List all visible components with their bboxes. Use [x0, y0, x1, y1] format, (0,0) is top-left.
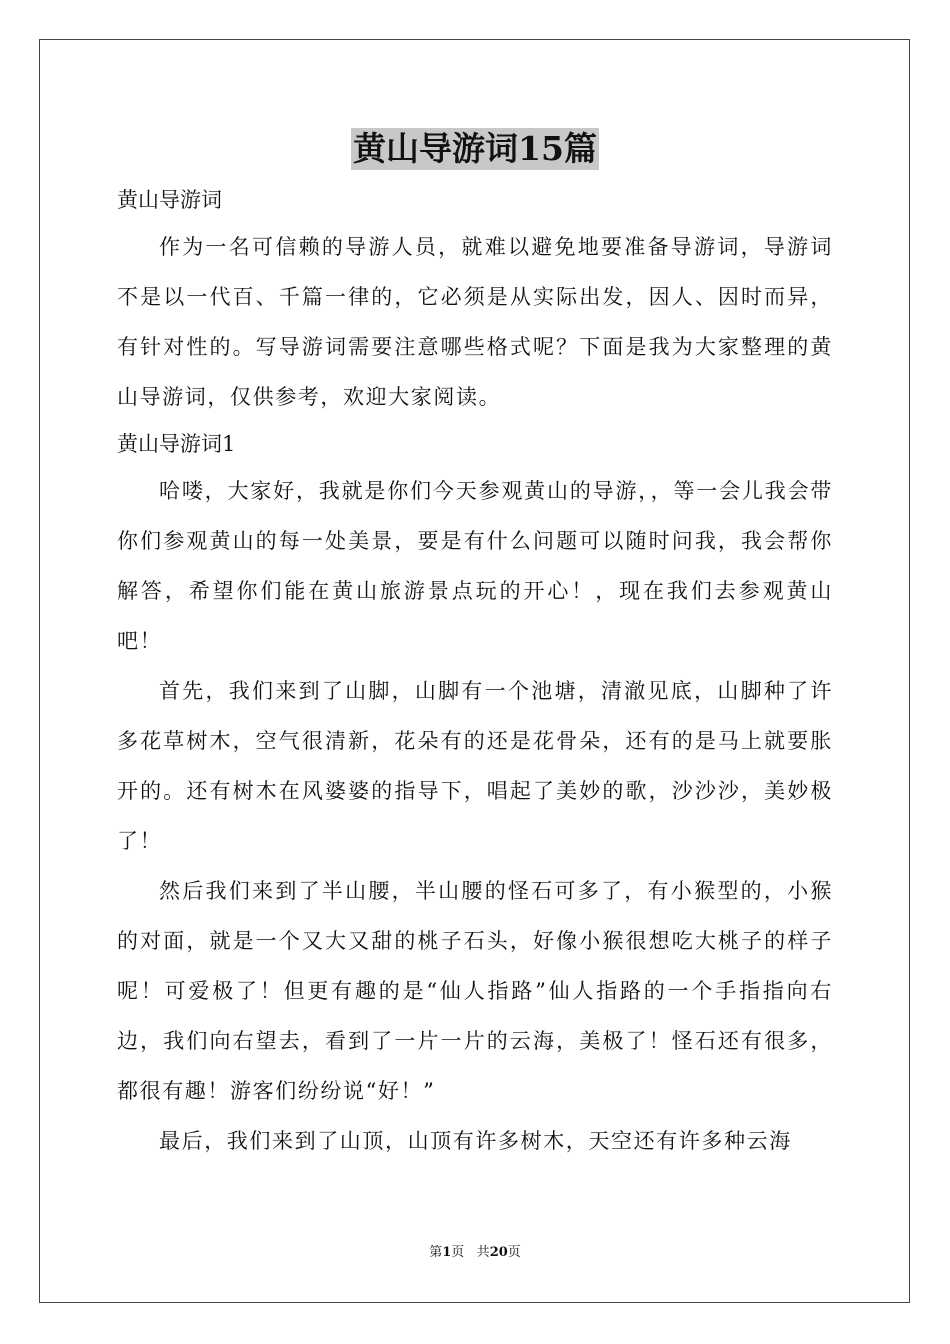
footer-prefix: 第 — [429, 1245, 443, 1260]
page-footer — [0, 1244, 950, 1262]
paragraph: 哈喽，大家好，我就是你们今天参观黄山的导游，，等一会儿我会带你们参观黄山的每一处美景，要是有什么问题可以随时问我，我会帮你解答，希望你们能在黄山旅游景点玩的开心！，现在我们去参观黄山吧！ — [117, 479, 833, 653]
footer-page-number: 1 — [442, 1245, 452, 1260]
section-heading: 黄山导游词1 — [117, 432, 236, 456]
footer-total-pages: 20 — [489, 1245, 508, 1260]
footer-page-suffix: 页 — [451, 1245, 465, 1260]
title-container — [0, 128, 950, 170]
paragraph: 最后，我们来到了山顶，山顶有许多树木，天空还有许多种云海 — [159, 1129, 792, 1153]
footer-total-prefix: 共 — [476, 1245, 490, 1260]
footer-total-suffix: 页 — [507, 1245, 521, 1260]
paragraph: 作为一名可信赖的导游人员，就难以避免地要准备导游词，导游词不是以一代百、千篇一律的，它必须是从实际出发，因人、因时而异，有针对性的。写导游词需要注意哪些格式呢？下面是我为大家整理的黄山导游词，仅供参考，欢迎大家阅读。 — [117, 235, 833, 409]
document-title: 黄山导游词15篇 — [353, 129, 597, 168]
paragraph: 首先，我们来到了山脚，山脚有一个池塘，清澈见底，山脚种了许多花草树木，空气很清新，花朵有的还是花骨朵，还有的是马上就要胀开的。还有树木在风婆婆的指导下，唱起了美妙的歌，沙沙沙，美妙极了！ — [117, 679, 833, 853]
document-body — [117, 178, 833, 1166]
section-heading: 黄山导游词 — [117, 188, 222, 212]
paragraph: 然后我们来到了半山腰，半山腰的怪石可多了，有小猴型的，小猴的对面，就是一个又大又甜的桃子石头，好像小猴很想吃大桃子的样子呢！可爱极了！但更有趣的是“仙人指路”仙人指路的一个手指指向右边，我们向右望去，看到了一片一片的云海，美极了！怪石还有很多，都很有趣！游客们纷纷说“好！” — [117, 879, 833, 1103]
